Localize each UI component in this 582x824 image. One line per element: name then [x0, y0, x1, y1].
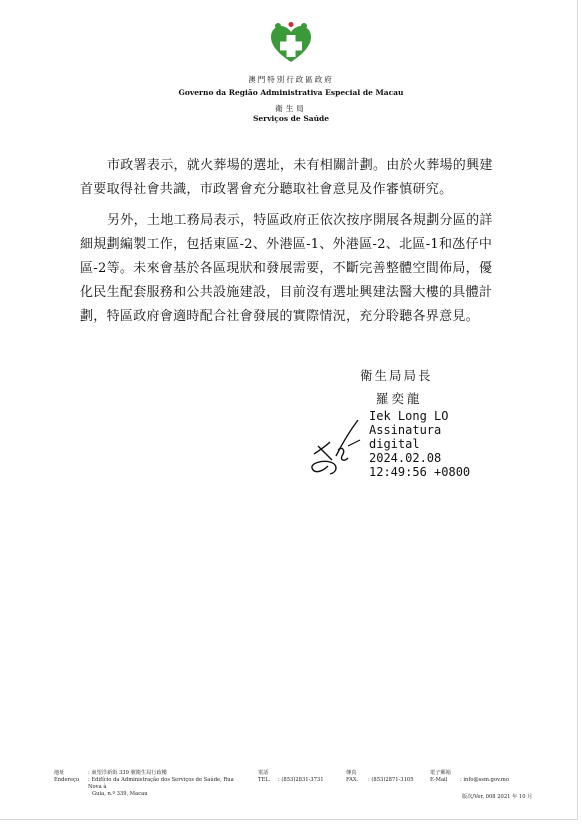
paragraph-land-planning: 另外，土地工務局表示，特區政府正依次按序開展各規劃分區的詳細規劃編製工作，包括東區-2、外港區-1、外港區-2、北區-1和氹仔中區-2等。未來會基於各區現狀和發展需要，不斷完善整體空間佈局，優化民生配套服務和公共設施建設，目前沒有選址興建法醫大樓的具體計劃，特區政府會適時配合社會發展的實際情況，充分聆聽各界意見。	[80, 213, 493, 324]
digital-signature-label-1: Assinatura	[369, 423, 442, 437]
mail-address: : info@ssm.gov.mo	[460, 777, 509, 783]
government-name-portuguese: Governo da Região Administrativa Especial de Macau	[178, 88, 404, 97]
health-bureau-logo-icon	[269, 22, 313, 64]
mail-label-pt: E-Mail	[430, 777, 448, 783]
footer-fax-labels	[346, 770, 358, 784]
digital-signature-name: Iek Long LO	[369, 409, 449, 423]
footer-mail-labels	[430, 770, 451, 784]
footer-tel-labels	[258, 770, 270, 784]
fax-label-pt: FAX.	[346, 777, 359, 783]
handwritten-signature	[308, 416, 364, 478]
document-version: 版次/Ver. 008 2021 年 10 月	[462, 794, 533, 800]
footer-address-labels	[54, 770, 79, 784]
fax-label-zh: 傳真	[346, 770, 357, 776]
fax-number: : (853)2871-3105	[368, 777, 414, 783]
address-pt-line-1: : Edifício da Administração dos Serviços de Saúde, Rua Nova à	[88, 777, 234, 790]
footer-fax	[368, 770, 414, 784]
mail-label-zh: 電子郵箱	[430, 770, 451, 776]
tel-number: : (853)2831-3731	[278, 777, 324, 783]
tel-label-pt: TEL.	[258, 777, 271, 783]
digital-signature-time: 12:49:56 +0800	[369, 465, 471, 479]
footer-address	[88, 770, 248, 798]
tel-label-zh: 電話	[258, 770, 269, 776]
address-zh: : 東望洋新街 339 號衛生局行政樓	[88, 770, 167, 776]
government-name-chinese: 澳門特別行政區政府	[248, 75, 334, 84]
address-label-zh: 地址	[54, 770, 65, 776]
digital-signature-date: 2024.02.08	[369, 451, 442, 465]
footer-tel	[278, 770, 324, 784]
paragraph-cremation-site: 市政署表示，就火葬場的選址，未有相關計劃。由於火葬場的興建首要取得社會共識，市政署會充分聽取社會意見及作審慎研究。	[80, 158, 493, 197]
digital-signature-label-2: digital	[369, 437, 420, 451]
department-name-chinese: 衛生局	[275, 104, 307, 113]
address-label-pt: Endereço	[54, 777, 80, 783]
department-name-portuguese: Serviços de Saúde	[252, 114, 330, 123]
signatory-title: 衛生局局長	[360, 368, 433, 383]
address-pt-line-2: Guia, n.º 339, Macau	[92, 791, 148, 797]
digital-signature-block	[369, 409, 489, 479]
footer-mail	[460, 770, 509, 784]
signatory-name: 羅奕龍	[376, 391, 423, 406]
